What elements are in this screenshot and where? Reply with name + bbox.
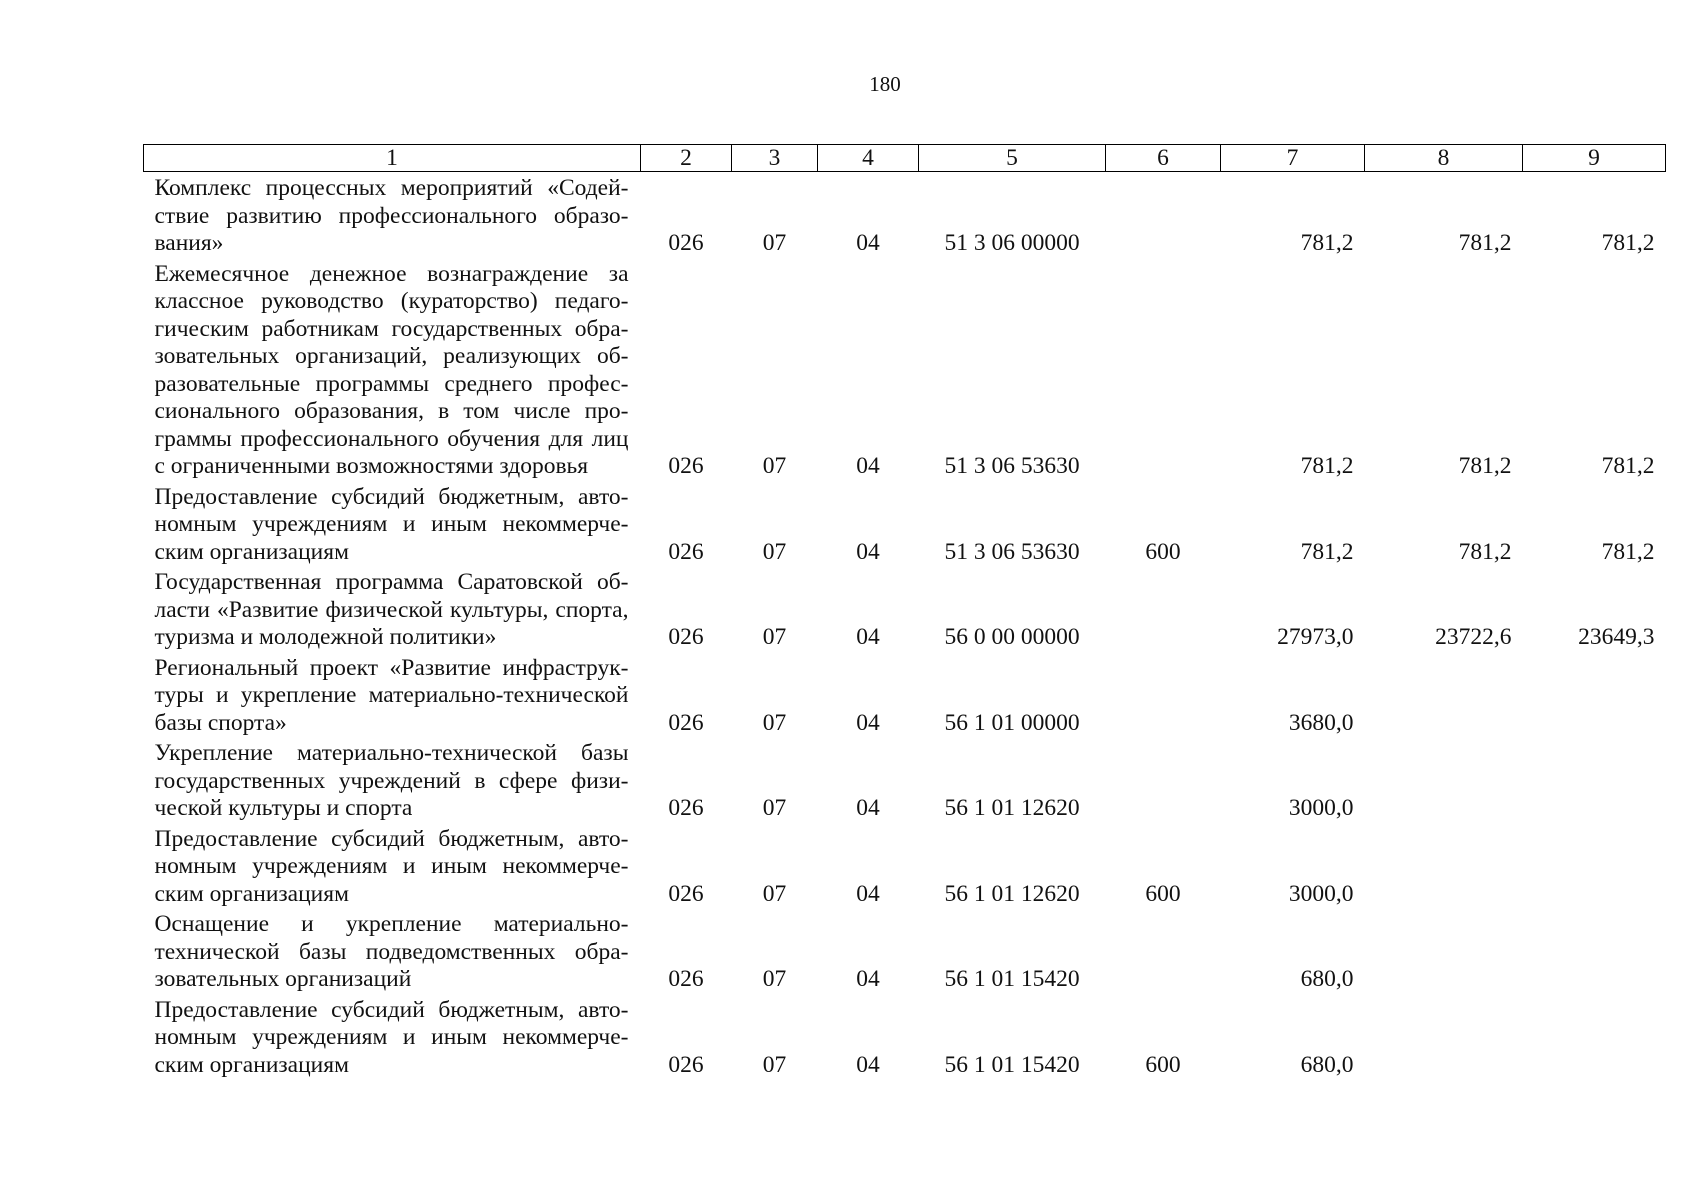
row-name-cell: Комплекс процессных мероприятий «Содействие развитию профессионального образования»: [154, 175, 629, 256]
column-header-6: 6: [1106, 145, 1221, 172]
section-code-cell: 07: [762, 1051, 787, 1078]
target-code-cell: 56 1 01 12620: [944, 880, 1080, 907]
amount-col8-cell: [1365, 908, 1523, 994]
subsection-code-cell: 04: [856, 966, 880, 992]
amount-col7-cell: 680,0: [1300, 1051, 1354, 1078]
amount-col9-cell: [1523, 652, 1666, 738]
column-header-3: 3: [732, 145, 818, 172]
section-code-cell: 07: [762, 538, 787, 565]
table-row: [144, 652, 1666, 738]
table-row: [144, 481, 1666, 567]
admin-code-cell: 026: [668, 453, 704, 479]
subsection-code-cell: 04: [856, 230, 880, 256]
amount-col8-cell: [1365, 823, 1523, 909]
target-code-cell: 56 1 01 15420: [944, 966, 1080, 992]
column-header-9: 9: [1523, 145, 1666, 172]
target-code-cell: 56 1 01 00000: [944, 709, 1080, 736]
target-code-cell: 56 1 01 15420: [944, 1051, 1080, 1078]
page-number: 180: [869, 72, 901, 96]
amount-col8-cell: [1365, 652, 1523, 738]
amount-col9-cell: [1523, 908, 1666, 994]
column-header-2: 2: [641, 145, 732, 172]
header-row: [144, 145, 1666, 172]
expense-type-cell: [1106, 172, 1221, 258]
table-row: [144, 823, 1666, 909]
row-name-cell: Ежемесячное денежное вознаграждение за классное руководство (кураторство) педагогическим работникам государственных образовательных организаций, реализующих образовательные программы среднего профессионального образования, в том числе программы профессионального обучения для лиц с ограниченными возможностями здоровья: [154, 260, 629, 479]
amount-col9-cell: 23649,3: [1578, 624, 1655, 650]
table-row: [144, 994, 1666, 1080]
amount-col7-cell: 3000,0: [1288, 795, 1354, 821]
amount-col9-cell: 781,2: [1601, 230, 1655, 256]
column-header-1: 1: [144, 145, 641, 172]
row-name-cell: Укрепление материально-технической базы государственных учреждений в сфере физической культуры и спорта: [154, 740, 629, 821]
section-code-cell: 07: [762, 230, 787, 256]
target-code-cell: 56 0 00 00000: [944, 624, 1080, 650]
amount-col9-cell: 781,2: [1601, 538, 1655, 565]
target-code-cell: 51 3 06 53630: [944, 538, 1080, 565]
expense-type-cell: [1106, 737, 1221, 823]
admin-code-cell: 026: [668, 230, 704, 256]
admin-code-cell: 026: [668, 1051, 704, 1078]
admin-code-cell: 026: [668, 624, 704, 650]
table-row: [144, 566, 1666, 652]
expense-type-cell: [1106, 258, 1221, 481]
admin-code-cell: 026: [668, 880, 704, 907]
budget-table: [143, 144, 1666, 1079]
section-code-cell: 07: [762, 880, 787, 907]
subsection-code-cell: 04: [856, 453, 880, 479]
amount-col7-cell: 3000,0: [1288, 880, 1354, 907]
admin-code-cell: 026: [668, 795, 704, 821]
expense-type-cell: [1106, 908, 1221, 994]
amount-col7-cell: 3680,0: [1288, 709, 1354, 736]
amount-col7-cell: 680,0: [1300, 966, 1354, 992]
column-header-8: 8: [1365, 145, 1523, 172]
table-body: [144, 172, 1666, 1080]
section-code-cell: 07: [762, 966, 787, 992]
subsection-code-cell: 04: [856, 624, 880, 650]
expense-type-cell: [1106, 566, 1221, 652]
subsection-code-cell: 04: [856, 709, 880, 736]
target-code-cell: 51 3 06 53630: [944, 453, 1080, 479]
expense-type-cell: [1106, 652, 1221, 738]
admin-code-cell: 026: [668, 966, 704, 992]
row-name-cell: Предоставление субсидий бюджетным, автономным учреждениям и иным некоммерческим организациям: [154, 996, 629, 1078]
column-header-4: 4: [818, 145, 919, 172]
table-row: [144, 737, 1666, 823]
amount-col9-cell: [1523, 737, 1666, 823]
amount-col8-cell: 781,2: [1458, 453, 1512, 479]
row-name-cell: Предоставление субсидий бюджетным, автономным учреждениям и иным некоммерческим организациям: [154, 483, 629, 565]
subsection-code-cell: 04: [856, 538, 880, 565]
table-row: [144, 258, 1666, 481]
amount-col9-cell: [1523, 823, 1666, 909]
section-code-cell: 07: [762, 453, 787, 479]
row-name-cell: Оснащение и укрепление материально-технической базы подведомственных образовательных организаций: [154, 911, 629, 992]
amount-col8-cell: 23722,6: [1435, 624, 1512, 650]
subsection-code-cell: 04: [856, 1051, 880, 1078]
amount-col7-cell: 27973,0: [1277, 624, 1354, 650]
amount-col7-cell: 781,2: [1300, 230, 1354, 256]
row-name-cell: Предоставление субсидий бюджетным, автономным учреждениям и иным некоммерческим организациям: [154, 825, 629, 907]
subsection-code-cell: 04: [856, 880, 880, 907]
expense-type-cell: 600: [1145, 880, 1181, 907]
expense-type-cell: 600: [1145, 1051, 1181, 1078]
target-code-cell: 56 1 01 12620: [944, 795, 1080, 821]
amount-col9-cell: 781,2: [1601, 453, 1655, 479]
amount-col7-cell: 781,2: [1300, 453, 1354, 479]
table-row: [144, 172, 1666, 258]
column-header-7: 7: [1221, 145, 1365, 172]
admin-code-cell: 026: [668, 709, 704, 736]
section-code-cell: 07: [762, 795, 787, 821]
subsection-code-cell: 04: [856, 795, 880, 821]
row-name-cell: Региональный проект «Развитие инфраструктуры и укрепление материально-технической базы спорта»: [154, 654, 629, 736]
amount-col8-cell: [1365, 737, 1523, 823]
section-code-cell: 07: [762, 709, 787, 736]
amount-col9-cell: [1523, 994, 1666, 1080]
section-code-cell: 07: [762, 624, 787, 650]
expense-type-cell: 600: [1145, 538, 1181, 565]
amount-col8-cell: 781,2: [1458, 538, 1512, 565]
column-header-5: 5: [919, 145, 1106, 172]
amount-col8-cell: 781,2: [1458, 230, 1512, 256]
amount-col8-cell: [1365, 994, 1523, 1080]
table-row: [144, 908, 1666, 994]
target-code-cell: 51 3 06 00000: [944, 230, 1080, 256]
amount-col7-cell: 781,2: [1300, 538, 1354, 565]
row-name-cell: Государственная программа Саратовской области «Развитие физической культуры, спорта, туризма и молодежной политики»: [154, 569, 629, 650]
admin-code-cell: 026: [668, 538, 704, 565]
